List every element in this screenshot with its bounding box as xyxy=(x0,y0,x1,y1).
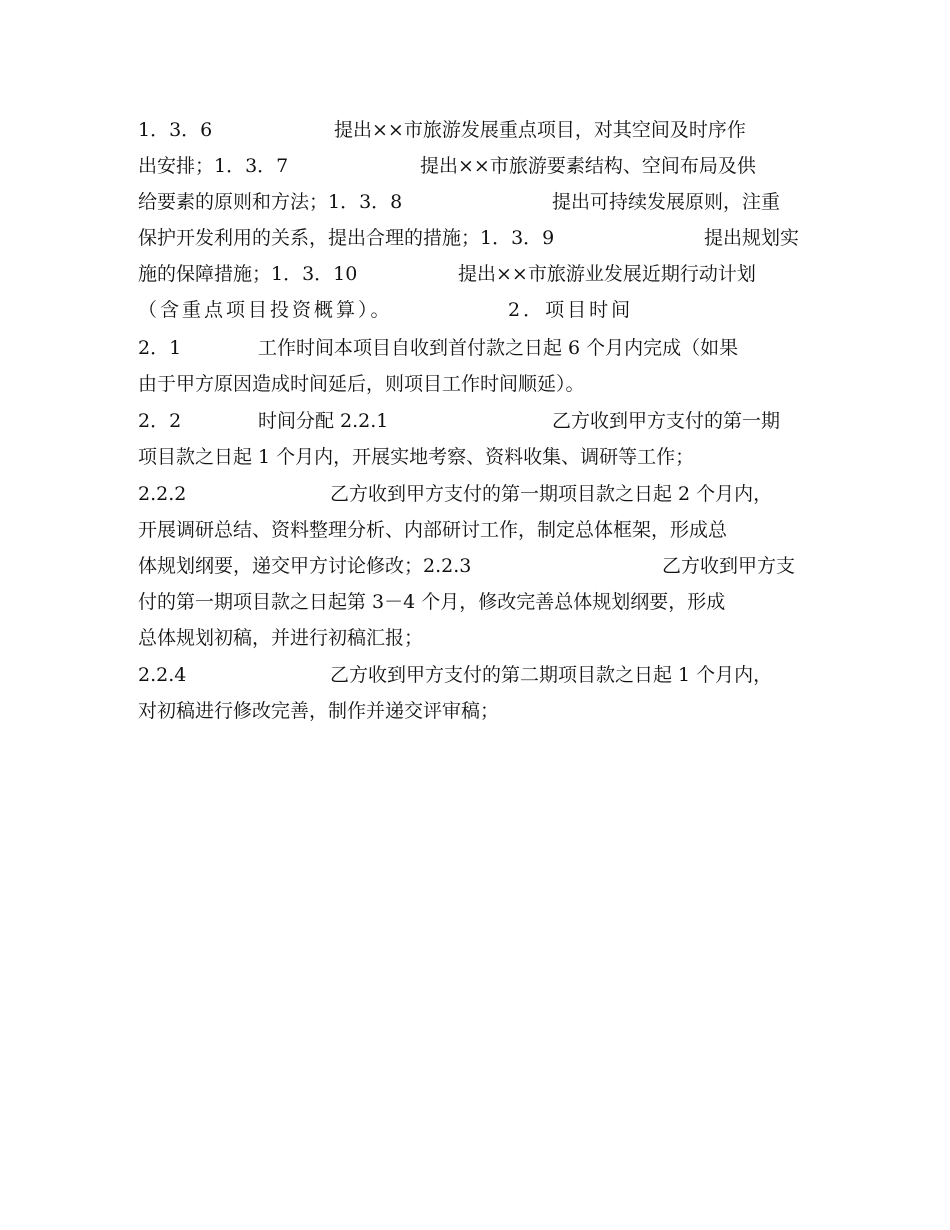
text-line xyxy=(138,440,818,474)
section-number: 2．1 xyxy=(138,337,182,359)
text-line xyxy=(138,257,818,291)
section-number: 2.2.2 xyxy=(138,483,187,505)
line-text: 工作时间本项目自收到首付款之日起 6 个月内完成（如果 xyxy=(258,337,739,359)
line-text: 提出××市旅游要素结构、空间布局及供 xyxy=(420,155,756,177)
text-line xyxy=(138,585,818,619)
line-text: 项目款之日起 1 个月内，开展实地考察、资料收集、调研等工作； xyxy=(138,446,695,468)
section-number: 1．3．6 xyxy=(138,119,213,141)
section-number: 2．2 xyxy=(138,410,182,432)
line-text: 总体规划初稿，并进行初稿汇报； xyxy=(138,627,424,649)
text-line xyxy=(138,149,818,183)
text-line xyxy=(138,221,818,255)
text-line xyxy=(138,185,818,219)
line-text: 保护开发利用的关系，提出合理的措施；1．3．9 xyxy=(138,227,555,249)
section-number: 2.2.4 xyxy=(138,664,187,686)
text-line xyxy=(138,477,818,511)
text-line xyxy=(138,621,818,655)
line-text: 施的保障措施；1．3．10 xyxy=(138,263,358,285)
section-heading: 2．项目时间 xyxy=(508,299,634,321)
text-line xyxy=(138,293,818,327)
line-text: （含重点项目投资概算）。 xyxy=(138,299,393,321)
line-text: 提出××市旅游发展重点项目，对其空间及时序作 xyxy=(334,119,746,141)
text-line xyxy=(138,694,818,728)
text-line xyxy=(138,367,818,401)
text-line xyxy=(138,331,818,365)
line-text: 乙方收到甲方支 xyxy=(662,555,796,577)
line-text: 体规划纲要，递交甲方讨论修改；2.2.3 xyxy=(138,555,472,577)
text-line xyxy=(138,404,818,438)
text-line xyxy=(138,549,818,583)
text-line xyxy=(138,513,818,547)
line-text: 提出规划实 xyxy=(704,227,800,249)
line-text: 乙方收到甲方支付的第一期项目款之日起 2 个月内， xyxy=(330,483,773,505)
line-text: 出安排；1．3．7 xyxy=(138,155,289,177)
text-line xyxy=(138,658,818,692)
text-line xyxy=(138,113,818,147)
line-text: 提出××市旅游业发展近期行动计划 xyxy=(458,263,756,285)
line-text: 给要素的原则和方法；1．3．8 xyxy=(138,191,403,213)
line-text: 时间分配 2.2.1 xyxy=(258,410,389,432)
line-text: 乙方收到甲方支付的第一期 xyxy=(552,410,781,432)
line-text: 开展调研总结、资料整理分析、内部研讨工作，制定总体框架，形成总 xyxy=(138,519,728,541)
line-text: 付的第一期项目款之日起第 3－4 个月，修改完善总体规划纲要，形成 xyxy=(138,591,726,613)
line-text: 乙方收到甲方支付的第二期项目款之日起 1 个月内， xyxy=(330,664,773,686)
line-text: 由于甲方原因造成时间延后，则项目工作时间顺延）。 xyxy=(138,373,585,395)
line-text: 对初稿进行修改完善，制作并递交评审稿； xyxy=(138,700,500,722)
line-text: 提出可持续发展原则，注重 xyxy=(552,191,781,213)
